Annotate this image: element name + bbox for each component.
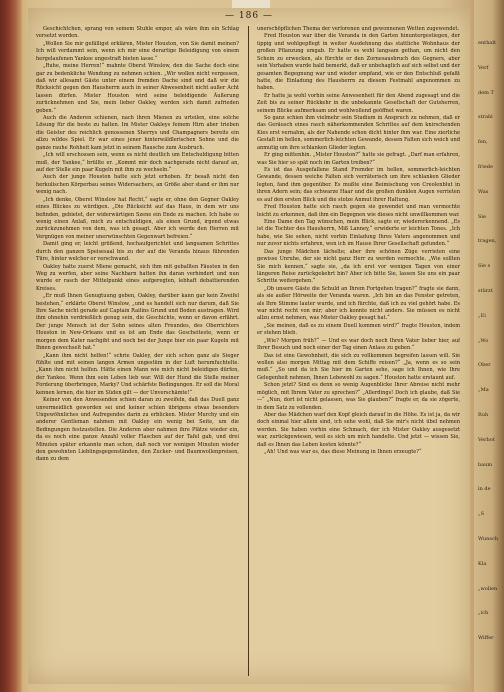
paragraph: Schon jetzt? Sind es denn so wenig Augenblicke Ihrer Abreise nicht mehr möglich, mit Ihrem Vater zu sprechen?“ „Allerdings! Doch ich glaube, daß Sie —“ „Nun, dort ist nicht gelassen, was Sie glauben?“ fragte er, da sie zögerte, in dem Satz zu vollenden.	[257, 382, 460, 411]
paragraph: Das junge Mädchen lächelte; aber ihre schönen Züge verrieten eine gewisse Unruhe, der sie nicht ganz Herr zu werden vermochte. „Wie sollten Sie mich kennen,“ sagte sie, „da ich erst vor wenigen Tagen von einer längeren Reise zurückgekehrt bin? Aber ich bitte Sie, lassen Sie uns ein paar Schritte weitergehen.“	[257, 248, 460, 285]
adjacent-page-fragment: Verf	[478, 64, 489, 71]
paragraph: Auch die Anderen schienen, nach ihren Mienen zu urteilen, eine solche Lösung für die beste zu halten. Im Mister Oakleys feinem Hirn aber trieben die Geister des reichlich genossenen Sherrys und Champagners bereits ein allzu wildes Spiel. Er war eines jener hinterwäldlerischen Sohne und die ganze rauhe Rohheit kam jetzt in seinem Rausche zum Ausbruch.	[36, 115, 239, 151]
adjacent-page-fragment: „wollen	[478, 585, 498, 592]
paragraph: Er ging mittenhin. „Mister Houston?“ hatte sie gefragt. „Darf man erfahren, was Sie hier so spät noch im Garten treiben?“	[257, 152, 460, 166]
tape-strip	[232, 0, 270, 8]
paragraph: „Er muß Ihnen Genugtuung geben, Oakley, darüber kann gar kein Zweifel bestehen,“ erklärte Oberst Winslow, „und es handelt sich nur darum, daß Sie Ihre Sache nicht gerade auf Captain Railins Grund und Boden austragen. Wird ihm ohnehin verdrießlich genug sein, die Geschichte, wenn er davon erfährt. Der junge Mensch ist der Sohn seines alten Freundes, des Oberrichters Houston in New-Orleans und es ist am Ende das Gescheiteste, wenn er morgen dem Kater nachgibt und noch bei der Junge bier ein paar Kugeln mit Ihnen gewechselt hat.“	[36, 293, 239, 352]
right-text-column	[257, 26, 460, 680]
adjacent-page-fragment: dem T	[478, 89, 494, 96]
adjacent-page-fragment: „S	[478, 511, 485, 518]
paragraph: Fred Houston hatte sich rasch gegen sie gewendet und man vermochte leicht zu erkennen, daß ihm ein Begegnen wie dieses nicht unwillkommen war.	[257, 204, 460, 218]
adjacent-page-fragment: Wiffer	[478, 635, 494, 642]
paragraph: Er hatte ja wohl vorhin seine Anwesenheit für den Abend zugesagt und die Zeit bis zu seiner Rückkehr in die unbekannte Gesellschaft der Gutsherren, seinem Blicke aufmerksam und wohlwollend geöffnet waren.	[257, 92, 460, 114]
adjacent-page-fragment: Ruh	[478, 412, 489, 418]
paragraph: Das ist eine Gewohnheit, die sich zu vollkommen begreifen lassen will. Sie wollen also morgen Mittag mit dem Schiffe reisen?“ „Ja, wenn es so sein muß.“ „So und da ich Sie hier im Garten sehe, sage ich Ihnen, wie Ihre Gelegenheit nehmen, Ihnen Lebewohl zu sagen.“ Houston hatte erstaunt auf.	[257, 352, 460, 381]
book-spine-edge	[0, 0, 22, 692]
page-number: — 186 —	[225, 11, 273, 21]
book-page	[28, 8, 470, 684]
adjacent-page-fragment: strahl	[478, 114, 493, 121]
adjacent-page-fragment: Sie s	[478, 263, 491, 270]
adjacent-page-fragment: stürzt	[478, 288, 493, 294]
paragraph: Es ist das Ausgefallene Stand Fremder im hellen, sommerlich-leichten Gewande, dessen weiche Falten sich verräterisch um ihre schlanken Glieder legten, fand ihm gegenüber. Es mußte eine Beimischung von Creolenblut in ihren Adern sein; das schwarze Haar und die großen dunklen Augen verrieten es auf den ersten Blick und die stolze Anmut ihrer Haltung.	[257, 167, 460, 203]
adjacent-page-fragment: Was	[478, 188, 489, 195]
adjacent-page-fragment: fen,	[478, 139, 488, 146]
adjacent-page-fragment: baum	[478, 461, 493, 468]
paragraph: „Ich will erschossen sein, wenn es nicht deutlich um Entschuldigung bitten muß, der Yankee,“ brüllte er. „Kommt mir doch nachgerade nicht darauf an, auf der Stelle ein paar Kugeln mit ihm zu wechseln.“	[36, 152, 239, 174]
paragraph: „Ob unsere Gäste die Schuld an Ihrem Fortgehen tragen?“ fragte sie dann, als sie außer Hörweite der Veranda waren. „Ich bin an das Fenster getreten, als Ihre Stimme lauter wurde, und ich fürchte, daß ich zu viel gehört habe. Es war nicht recht von mir; aber ich konnte nicht anders. Sie müssen es nicht allzu ernst nehmen, was Mister Oakley gesagt hat.“	[257, 285, 460, 322]
paragraph: Fred Houston war über die Veranda in den Garten hinuntergestiegen, der üppig und wohlgepflegt in weiter Ausdehnung das stattliche Wohnhaus der großen Pflanzung umgab. Er hatte es wohl langsam gethan, um nicht den Schein zu erwecken, als fürchte er den Zornesausbruch des Gegners, aber sein Vorhaben wurde bald bemerkt, daß er unbehaglich auf sich selbst und der gesamten Begegnung war und wieder empfand, wie er den Entschluß gefaßt hatte, die Einladung des Hausherrn zu diesem Festmahl angenommen zu haben.	[257, 33, 460, 92]
paragraph: „Ruhe, meine Herren!“ mahnte Oberst Winslow, den die Sache doch eine gar zu bedenkliche Wendung zu nehmen schien. „Wir wollen nicht vergessen, daß wir allesamt Gäste unter einem fremden Dache sind und daß wir die Rücksicht gegen den Hausherrn auch in seiner Abwesenheit nicht außer Acht lassen dürfen. Mister Houston wird seine beleidigende Äußerung zurücknehmen und Sie, mein lieber Oakley, werden sich damit zufrieden geben.“	[36, 63, 239, 114]
adjacent-page-fragment: enthalt	[478, 40, 496, 46]
adjacent-page-fragment: tragen,	[478, 238, 497, 245]
paragraph: So ganz schien ihm vielmehr sein Studium in Anspruch zu nehmen, daß er das Geräusch eines rasch näherkommenden Schrittes auf dem knirschenden Kies erst vernahm, als der Nahende schon dicht hinter ihm war. Eine zierliche Gestalt im hellen, sommerlich-leichten Gewande, dessen Falten sich weich und anmutig um ihre schlanken Glieder legten.	[257, 115, 460, 151]
adjacent-page-fragment: Sie	[478, 213, 486, 220]
paragraph: „Ah! Und was war es, das diese Meinung in Ihnen erzeugte?“	[264, 449, 422, 456]
adjacent-page-fragment: Kla	[478, 560, 487, 567]
adjacent-page-fragment: „ich	[478, 610, 489, 617]
adjacent-page-fragment: Ober	[478, 362, 491, 369]
adjacent-page-fragment: „Ei	[478, 312, 486, 319]
column-divider	[248, 26, 249, 676]
paragraph: Oakley hatte zuerst Miene gemacht, sich ihm mit geballten Fäusten in den Weg zu werfen, aber seine Nachbarn hatten ihn daran verhindert und nun wurde er rasch der Mittelpunkt eines aufgeregten, lebhaft debattierenden Kreises.	[36, 263, 239, 292]
adjacent-page-fragment: in de	[478, 486, 491, 493]
paragraph: Eine Dame den Tag wünschen, mein Blick, sagte er, wiedererkennend. „Es ist die Tochter des Hausherrn, Miß Lanney,“ erwiderte er leichten Tones. „Ich habe, wie Sie sehen, nicht vorhin Einladung Ihres Vaters angenommen und nur zuvor nichts erfahren, wen ich im Hause Ihrer Gesellschaft gefunden.“	[257, 218, 460, 248]
paragraph: unerschöpflichen Thema der verlorenen und gewonnenen Wetten zugewendet.	[257, 26, 460, 32]
adjacent-page-fragment: Verbot	[478, 436, 495, 443]
paragraph: „Sie meinen, daß es zu einem Duell kommen wird?“ fragte Houston, indem er stehen blieb.	[257, 322, 460, 337]
left-text-column	[36, 26, 239, 680]
adjacent-page-fragment: „Wo	[478, 337, 489, 344]
paragraph: Geschichtchen, sprang von seinem Stuhle empor, als wäre ihm ein Schlag versetzt worden.	[36, 26, 239, 40]
paragraph: Aber das Mädchen warf den Kopf gleich darauf in die Höhe. Es ist ja, da wir doch einmal hier allein sind, ich sehe wohl, daß Sie mir's nicht übel nehmen werden. Sie haben vorhin eine Schmach, der ich Mister Oakley ausgesetzt war, zurückgewiesen, weil es sich um mich handelte. Und jetzt — wissen Sie, daß es Ihnen das Leben kosten könnte?“	[257, 411, 460, 448]
paragraph: Keiner von den Anwesenden schien daran zu zweifeln, daß das Duell ganz unvermeidlich geworden sei und keiner schien übrigens etwas besonders Ungewöhnliches und Aufregendes darin zu erblicken. Mister Murchy und ein anderer Gentleman nahmen mit Oakley ein wenig bei Seite, um die Bedingungen festzustellen. Die Anderen aber nahmen ihre Plätze wieder ein, da es noch eine ganze Anzahl voller Flaschen auf der Tafel gab, und drei Minuten später erkannte man schon, daß noch vor wenigen Minuten wieder den gewohnten Lieblingsgegenständen, den Zucker- und Baumwollenpreisen, dann zu dem	[36, 397, 239, 463]
paragraph: „Ich denke, Oberst Winslow hat Recht,“ sagte er, ohne den Gegner Oakley eines Blickes zu würdigen. „Die Rücksicht auf das Haus, in dem wir uns befinden, gebietet, der widerwärtigen Szene ein Ende zu machen. Ich habe so wenig einen Anlaß, mich zu entschuldigen, als einen Grund, irgend etwas zurückzunehmen von dem, was ich gesagt. Aber ich werde den Herren mit Vergnügen von meiner unerwünschten Gegenwart befreien.“	[36, 196, 239, 240]
paragraph: Auch der junge Houston hatte sich jetzt erhoben. Er besaß nicht den herkulischen Körperbau seines Widersachers, an Größe aber stand er ihm nur wenig nach.	[36, 174, 239, 196]
paragraph: Damit ging er, leicht grüßend, hochaufgerichtet und langsamen Schrittes durch den ganzen Speisesaal bis zu der auf die Veranda hinaus führenden Türe, hinter welcher er verschwand.	[36, 241, 239, 263]
adjacent-page-fragment: Wunsch	[478, 536, 498, 542]
paragraph: „Wollen Sie mir gefälligst erklären, Mister Houston, von Sie damit meinen? Ich will verdammt sein, wenn ich mir eine derartige Beleidigung von einem hergelaufenen Yankee ungestraft bieten lasse.“	[36, 40, 239, 62]
adjacent-page-fragment: friede	[478, 164, 493, 170]
paragraph: „Wie? Morgen früh?“ — Und es war doch noch Ihren Vater lieber hier, auf Ihrer Besuch und noch einer der Tag einen Anlass zu geben.“	[257, 337, 460, 352]
paragraph: „Kann ihm nicht helfen!“ schrie Oakley, der sich schon ganz als Sieger fühlte und mit seinen langen Armen ungestüm in der Luft herumfuchtelte. „Kann ihm nicht helfen. Hätte einen Mann wie mich nicht beleidigen dürfen, der Yankee. Wenn ihm sein Leben lieb war. Will der Hund die Stelle meiner Forderung überbringen, Marky? Und schärfste Bedingungen. Er soll die Moral kennen lernen, die hier im Süden gilt — der Unverschämte!“	[36, 352, 239, 396]
adjacent-page-fragment: „Ma	[478, 387, 489, 394]
